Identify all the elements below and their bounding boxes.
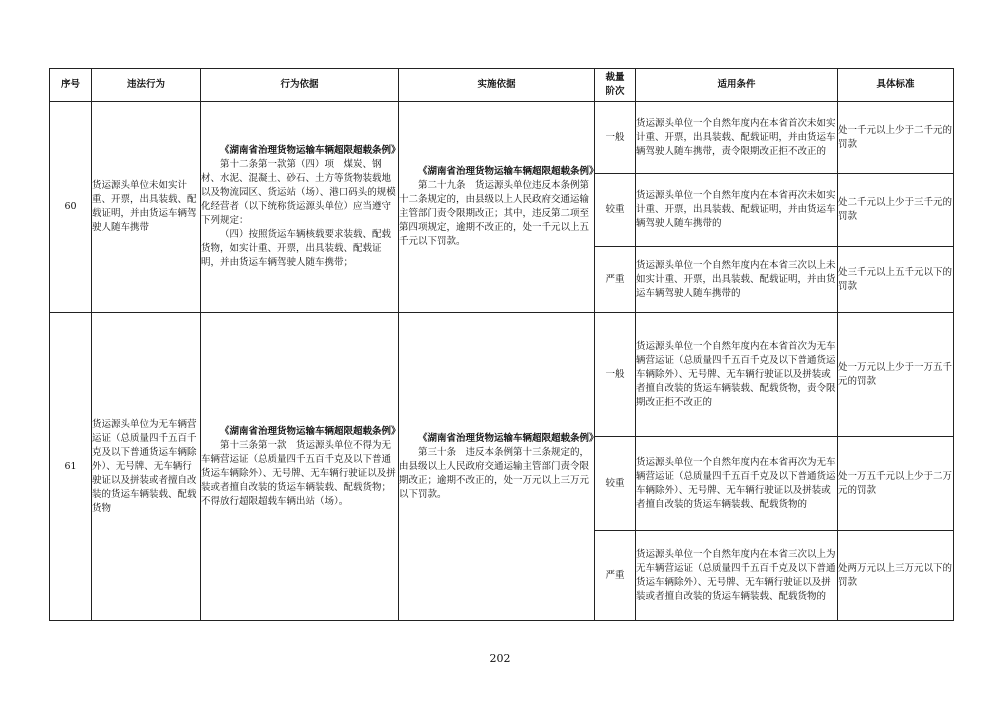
level-cell: 严重	[595, 247, 636, 313]
header-level	[595, 69, 636, 102]
standard-cell: 处一万五千元以上少于二万元的罚款	[838, 437, 954, 531]
header-behavior: 违法行为	[92, 69, 201, 102]
condition-cell: 货运源头单位一个自然年度内在本省再次为无车辆营运证（总质量四千五百千克及以下普通货运车辆除外）、无号牌、无车辆行驶证以及拼装或者擅自改装的货运车辆装载、配载货物的	[636, 437, 838, 531]
row-basis	[201, 313, 399, 621]
impl-body: 第三十条 违反本条例第十三条规定的，由县级以上人民政府交通运输主管部门责令限期改正；逾期不改正的，处一万元以上三万元以下罚款。	[399, 446, 590, 500]
level-cell: 较重	[595, 437, 636, 531]
basis-paragraph: 第十三条第一款 货运源头单位不得为无车辆营运证（总质量四千五百千克及以下普通货运车辆除外）、无号牌、无车辆行驶证以及拼装或者擅自改装的货运车辆装载、配载货物；不得放行超限超载车辆出站（场）。	[201, 439, 396, 507]
standard-cell: 处二千元以上少于三千元的罚款	[838, 174, 954, 247]
row-impl	[399, 102, 599, 313]
penalty-table	[49, 68, 954, 621]
header-level-line1: 裁量	[605, 72, 625, 83]
level-cell: 一般	[595, 102, 636, 174]
level-cell: 一般	[595, 313, 636, 437]
impl-title: 《湖南省治理货物运输车辆超限超载条例》	[418, 432, 599, 444]
standard-cell: 处一千元以上少于二千元的罚款	[838, 102, 954, 174]
row-seq: 61	[50, 313, 92, 621]
level-cell: 较重	[595, 174, 636, 247]
basis-title: 《湖南省治理货物运输车辆超限超载条例》	[220, 145, 401, 156]
standard-cell: 处三千元以上五千元以下的罚款	[838, 247, 954, 313]
basis-paragraph: 第十二条第一款第（四）项 煤炭、钢材、水泥、混凝土、砂石、土方等货物装载地以及物流园区、货运站（场）、港口码头的规模化经营者（以下统称货运源头单位）应当遵守下列规定：	[201, 159, 396, 226]
impl-body: 第二十九条 货运源头单位违反本条例第十二条规定的，由县级以上人民政府交通运输主管部门责令限期改正；其中，违反第二项至第四项规定，逾期不改正的，处一千元以上五千元以下罚款。	[399, 180, 590, 247]
row-basis	[201, 102, 399, 313]
header-basis: 行为依据	[201, 69, 399, 102]
row-impl	[399, 313, 599, 621]
level-cell: 严重	[595, 531, 636, 621]
table-header-row	[50, 69, 954, 102]
row-seq: 60	[50, 102, 92, 313]
table-row	[50, 102, 954, 174]
header-seq: 序号	[50, 69, 92, 102]
row-behavior: 货运源头单位为无车辆营运证（总质量四千五百千克及以下普通货运车辆除外）、无号牌、无车辆行驶证以及拼装或者擅自改装的货运车辆装载、配载货物	[92, 313, 201, 621]
impl-title: 《湖南省治理货物运输车辆超限超载条例》	[418, 166, 599, 177]
header-impl: 实施依据	[399, 69, 595, 102]
basis-title: 《湖南省治理货物运输车辆超限超载条例》	[220, 425, 401, 437]
table-row	[50, 313, 954, 437]
condition-cell: 货运源头单位一个自然年度内在本省首次为无车辆营运证（总质量四千五百千克及以下普通货运车辆除外）、无号牌、无车辆行驶证以及拼装或者擅自改装的货运车辆装载、配载货物，责令限期改正拒不改正的	[636, 313, 838, 437]
standard-cell: 处两万元以上三万元以下的罚款	[838, 531, 954, 621]
condition-cell: 货运源头单位一个自然年度内在本省再次未如实计重、开票，出具装载、配载证明，并由货运车辆驾驶人随车携带的	[636, 174, 838, 247]
standard-cell: 处一万元以上少于一万五千元的罚款	[838, 313, 954, 437]
basis-paragraph: （四）按照货运车辆核载要求装载、配载货物，如实计重、开票，出具装载、配载证明，并由货运车辆驾驶人随车携带；	[201, 229, 392, 268]
condition-cell: 货运源头单位一个自然年度内在本省首次未如实计重、开票，出具装载、配载证明，并由货运车辆驾驶人随车携带，责令限期改正拒不改正的	[636, 102, 838, 174]
header-condition: 适用条件	[636, 69, 838, 102]
condition-cell: 货运源头单位一个自然年度内在本省三次以上未如实计重、开票，出具装载、配载证明，并由货运车辆驾驶人随车携带的	[636, 247, 838, 313]
header-standard: 具体标准	[838, 69, 954, 102]
condition-cell: 货运源头单位一个自然年度内在本省三次以上为无车辆营运证（总质量四千五百千克及以下普通货运车辆除外）、无号牌、无车辆行驶证以及拼装或者擅自改装的货运车辆装载、配载货物的	[636, 531, 838, 621]
page-number: 202	[489, 652, 511, 665]
row-behavior: 货运源头单位未如实计重、开票，出具装载、配载证明，并由货运车辆驾驶人随车携带	[92, 102, 201, 313]
header-level-line2: 阶次	[605, 86, 625, 97]
